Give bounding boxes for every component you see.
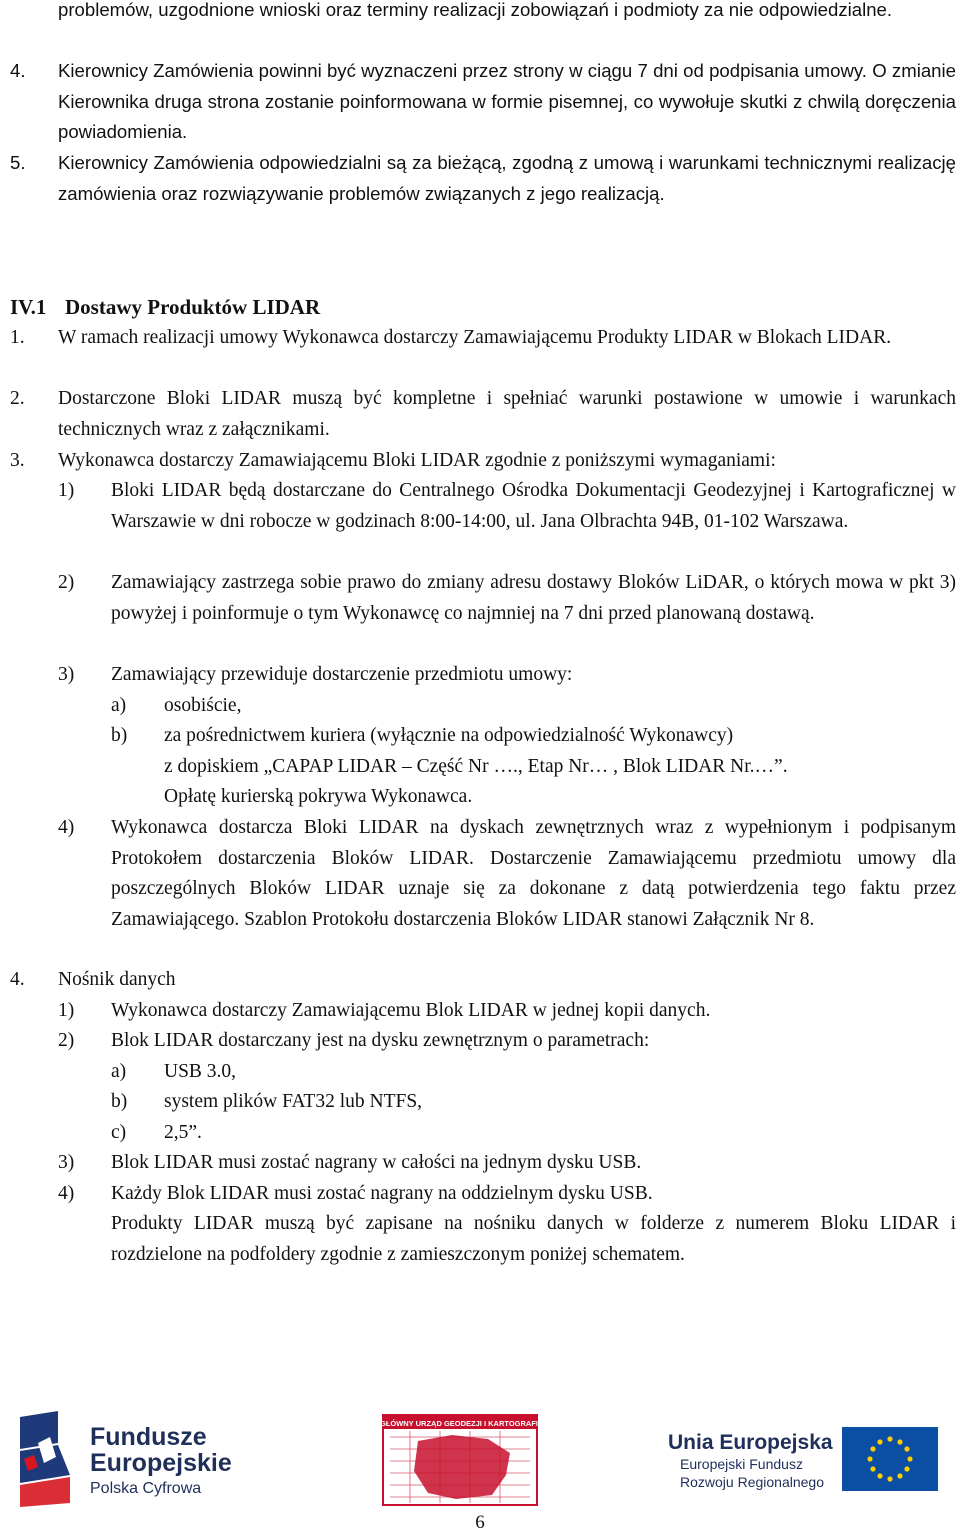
list-text: Kierownicy Zamówienia powinni być wyznaczeni przez strony w ciągu 7 dni od podpisania umowy. O zmianie Kierownika druga strona zostanie poinformowana w formie pisemnej, co wywołuje skutki z chwilą doręczenia powiadomienia. <box>58 60 956 142</box>
subitem-4-2 <box>58 1026 956 1057</box>
list-number: 2) <box>58 572 75 593</box>
subitem-3-3-b <box>111 721 956 813</box>
list-text: Kierownicy Zamówienia odpowiedzialni są za bieżącą, zgodną z umową i warunkami technicznymi realizację zamówienia oraz rozwiązywanie problemów związanych z jego realizacją. <box>58 152 956 204</box>
subitem-3-3-a <box>111 691 956 722</box>
list-text: Blok LIDAR musi zostać nagrany w całości na jednym dysku USB. <box>111 1152 642 1173</box>
list-letter: b) <box>111 1091 128 1112</box>
list-number: 1. <box>10 327 25 348</box>
subitem-4-4-continuation: Produkty LIDAR muszą być zapisane na nośniku danych w folderze z numerem Bloku LIDAR i rozdzielone na podfoldery zgodnie z zamieszczonym poniżej schematem. <box>111 1213 956 1265</box>
list-number: 2) <box>58 1030 75 1051</box>
list-number: 3) <box>58 664 75 685</box>
subitem-3-4 <box>58 813 956 935</box>
section-number: IV.1 <box>10 295 47 319</box>
subitem-3-3 <box>58 660 956 691</box>
list-number: 4. <box>10 969 25 990</box>
section-item-3 <box>10 446 956 477</box>
section-item-2 <box>10 384 956 445</box>
list-text: system plików FAT32 lub NTFS, <box>164 1091 423 1112</box>
page-number: 6 <box>475 1512 485 1533</box>
logo1-line1: Fundusze <box>90 1423 207 1451</box>
list-letter: a) <box>111 1061 127 1082</box>
subitem-4-2-b <box>111 1087 956 1118</box>
list-letter: c) <box>111 1122 127 1143</box>
courier-line-2: z dopiskiem „CAPAP LIDAR – Część Nr …., Etap Nr… , Blok LIDAR Nr.…”. <box>164 755 788 777</box>
list-number: 2. <box>10 388 25 409</box>
unia-europejska-logo <box>668 1427 938 1491</box>
list-number: 3. <box>10 450 25 471</box>
list-number: 4) <box>58 817 75 838</box>
subitem-3-1 <box>58 476 956 537</box>
list-text: Wykonawca dostarczy Zamawiającemu Blok LIDAR w jednej kopii danych. <box>111 1000 711 1021</box>
footer-logos <box>0 1405 960 1515</box>
list-text: Blok LIDAR dostarczany jest na dysku zewnętrznym o parametrach: <box>111 1030 650 1051</box>
continuation-text: problemów, uzgodnione wnioski oraz terminy realizacji zobowiązań i podmioty za nie odpowiedzialne. <box>58 0 893 20</box>
section-title: Dostawy Produktów LIDAR <box>65 295 321 319</box>
subitem-4-1 <box>58 996 956 1027</box>
list-number: 3) <box>58 1152 75 1173</box>
list-number: 1) <box>58 1000 75 1021</box>
list-item-5 <box>10 148 956 209</box>
courier-line-1: za pośrednictwem kuriera (wyłącznie na odpowiedzialność Wykonawcy) <box>164 725 734 746</box>
list-text: Wykonawca dostarcza Bloki LIDAR na dyskach zewnętrznych wraz z wypełnionym i podpisanym Protokołem dostarczenia Bloków LIDAR. Dostarczenie Zamawiającemu przedmiotu umowy dla poszczególnych Bloków LIDAR uznaje się za dokonane z datą potwierdzenia tego faktu przez Zamawiającego. Szablon Protokołu dostarczenia Bloków LIDAR stanowi Załącznik Nr 8. <box>111 817 956 930</box>
courier-line-3: Opłatę kurierską pokrywa Wykonawca. <box>164 786 473 807</box>
list-item-4 <box>10 56 956 148</box>
list-text: W ramach realizacji umowy Wykonawca dostarczy Zamawiającemu Produkty LIDAR w Blokach LIDAR. <box>58 327 892 348</box>
logo1-line3: Polska Cyfrowa <box>90 1480 202 1497</box>
logo1-line2: Europejskie <box>90 1449 232 1477</box>
list-text: 2,5”. <box>164 1122 202 1143</box>
list-letter: b) <box>111 725 128 746</box>
subitem-4-2-a <box>111 1057 956 1088</box>
subitem-3-2 <box>58 568 956 629</box>
section-item-4 <box>10 965 956 996</box>
list-text: Dostarczone Bloki LIDAR muszą być kompletne i spełniać warunki postawione w umowie i warunkach technicznych wraz z załącznikami. <box>58 388 956 440</box>
list-text: Bloki LIDAR będą dostarczane do Centralnego Ośrodka Dokumentacji Geodezyjnej i Kartograficznej w Warszawie w dni robocze w godzinach 8:00-14:00, ul. Jana Olbrachta 94B, 01-102 Warszawa. <box>111 480 956 532</box>
section-heading <box>10 292 320 322</box>
list-text: Nośnik danych <box>58 969 176 990</box>
list-text: Zamawiający zastrzega sobie prawo do zmiany adresu dostawy Bloków LiDAR, o których mowa w pkt 3) powyżej i poinformuje o tym Wykonawcę co najmniej na 7 dni przed planowaną dostawą. <box>111 572 956 624</box>
logo3-line3: Rozwoju Regionalnego <box>680 1474 824 1490</box>
list-text <box>164 721 956 813</box>
subitem-4-3 <box>58 1148 956 1179</box>
fundusze-europejskie-logo <box>20 1411 232 1507</box>
list-number: 5. <box>10 152 26 173</box>
gugik-logo <box>380 1415 540 1505</box>
list-number: 4) <box>58 1183 75 1204</box>
list-number: 1) <box>58 480 75 501</box>
logo3-line2: Europejski Fundusz <box>680 1456 803 1472</box>
list-text: Wykonawca dostarczy Zamawiającemu Bloki LIDAR zgodnie z poniższymi wymaganiami: <box>58 450 776 471</box>
list-letter: a) <box>111 695 127 716</box>
list-text: Każdy Blok LIDAR musi zostać nagrany na oddzielnym dysku USB. <box>111 1183 653 1204</box>
subitem-4-2-c <box>111 1118 956 1149</box>
list-text: osobiście, <box>164 695 242 716</box>
logo3-line1: Unia Europejska <box>668 1431 833 1454</box>
subitem-4-4 <box>58 1179 956 1210</box>
list-text: USB 3.0, <box>164 1061 237 1082</box>
list-number: 4. <box>10 60 26 81</box>
footer-logo-strip <box>0 1405 960 1515</box>
logo2-caption: GŁÓWNY URZĄD GEODEZJI I KARTOGRAFII <box>379 1419 541 1428</box>
list-text: Zamawiający przewiduje dostarczenie przedmiotu umowy: <box>111 664 573 685</box>
section-item-1 <box>10 323 956 354</box>
